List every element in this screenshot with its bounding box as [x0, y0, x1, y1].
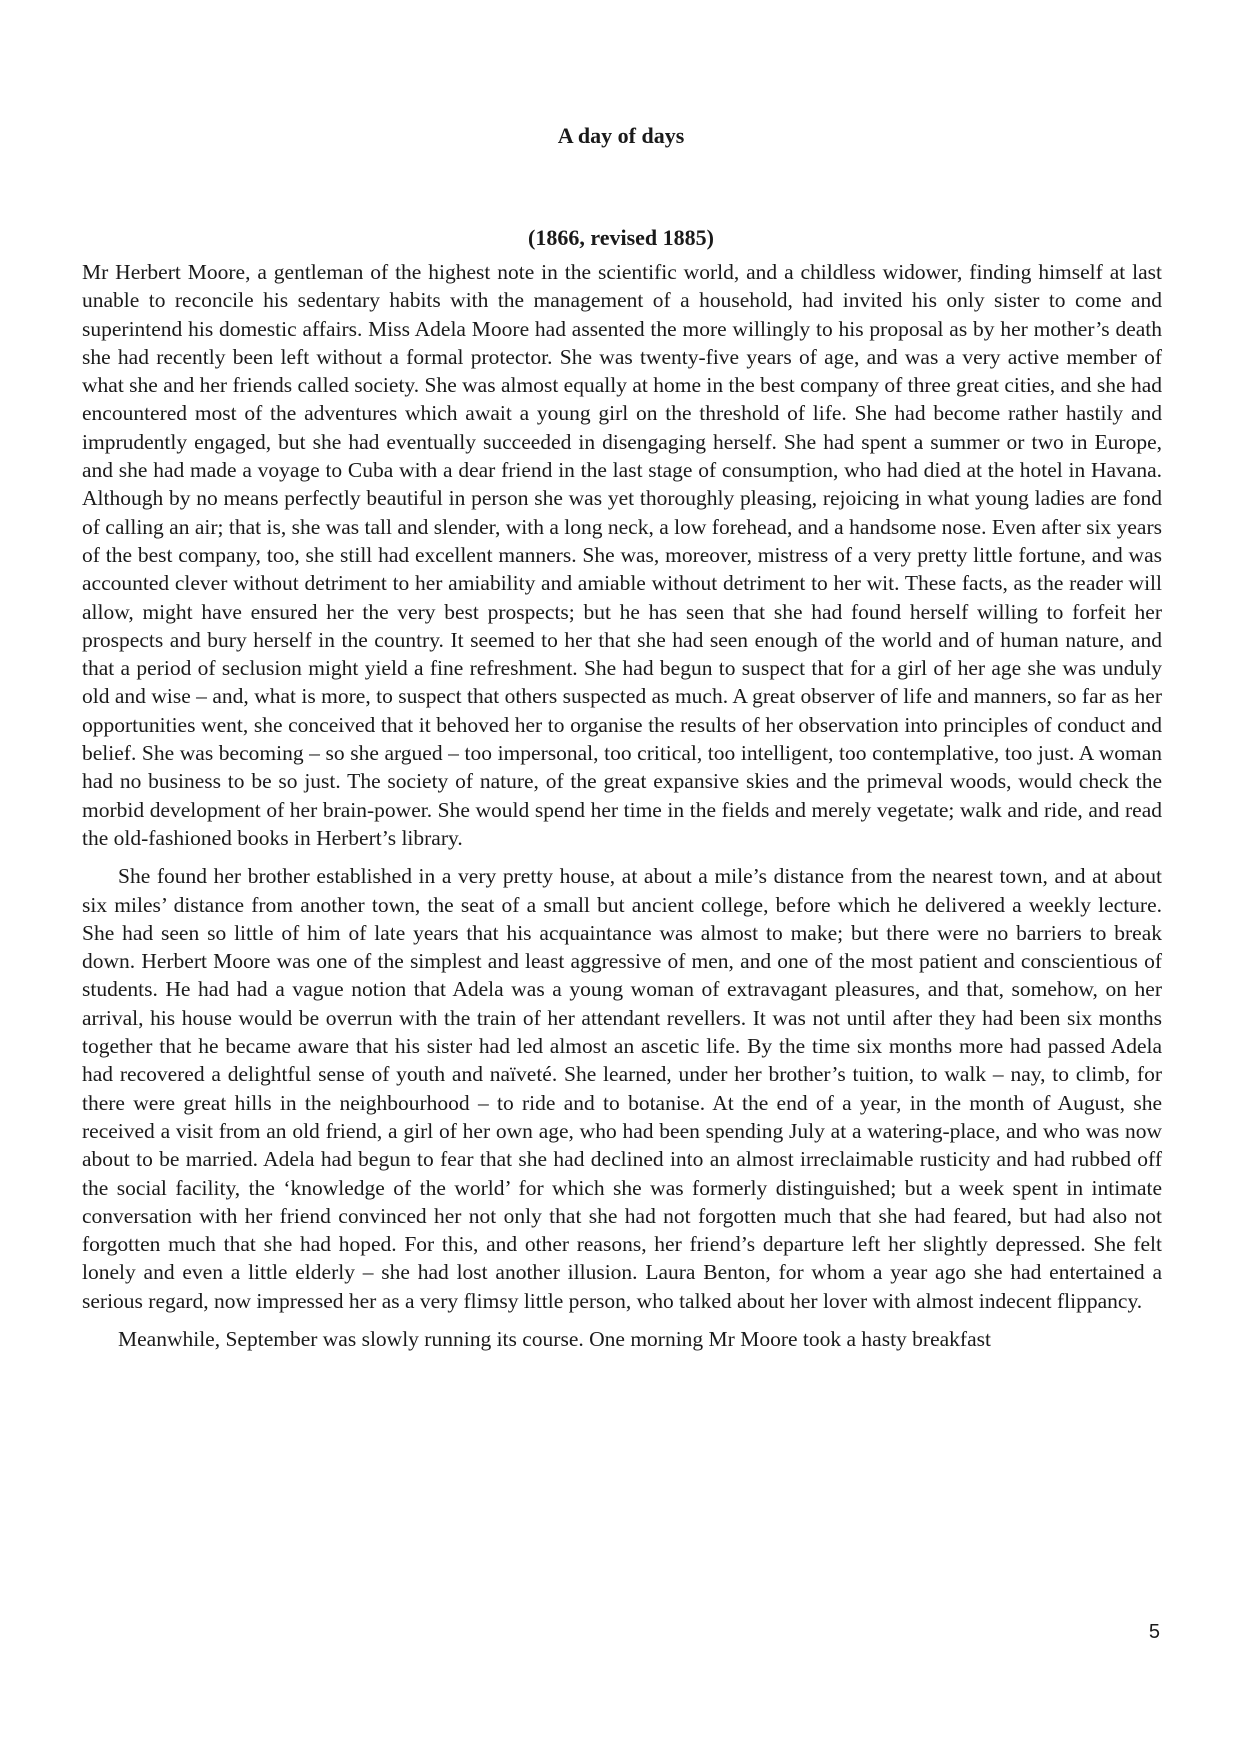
paragraph-2: She found her brother established in a very pretty house, at about a mile’s distance from the nearest town, and at about six miles’ distance from another town, the seat of a small but ancient college, before which he delivered a weekly lecture. She had seen so little of him of late years that his acquaintance was almost to make; but there were no barriers to break down. Herbert Moore was one of the simplest and least aggressive of men, and one of the most patient and conscientious of students. He had had a vague notion that Adela was a young woman of extravagant pleasures, and that, somehow, on her arrival, his house would be overrun with the train of her attendant revellers. It was not until after they had been six months together that he became aware that his sister had led almost an ascetic life. By the time six months more had passed Adela had recovered a delightful sense of youth and naïveté. She learned, under her brother’s tuition, to walk – nay, to climb, for there were great hills in the neighbourhood – to ride and to botanise. At the end of a year, in the month of August, she received a visit from an old friend, a girl of her own age, who had been spending July at a watering-place, and who was now about to be married. Adela had begun to fear that she had declined into an almost irreclaimable rusticity and had rubbed off the social facility, the ‘knowledge of the world’ for which she was formerly distinguished; but a week spent in intimate conversation with her friend convinced her not only that she had not forgotten much that she had feared, but had also not forgotten much that she had hoped. For this, and other reasons, her friend’s departure left her slightly depressed. She felt lonely and even a little elderly – she had lost another illusion. Laura Benton, for whom a year ago she had entertained a serious regard, now impressed her as a very flimsy little person, who talked about her lover with almost indecent flippancy. — [82, 864, 1162, 1313]
paragraph-1: Mr Herbert Moore, a gentleman of the highest note in the scientific world, and a childless widower, finding himself at last unable to reconcile his sedentary habits with the management of a household, had invited his only sister to come and superintend his domestic affairs. Miss Adela Moore had assented the more willingly to his proposal as by her mother’s death she had recently been left without a formal protector. She was twenty-five years of age, and was a very active member of what she and her friends called society. She was almost equally at home in the best company of three great cities, and she had encountered most of the adventures which await a young girl on the threshold of life. She had become rather hastily and imprudently engaged, but she had eventually succeeded in disengaging herself. She had spent a summer or two in Europe, and she had made a voyage to Cuba with a dear friend in the last stage of consumption, who had died at the hotel in Havana. Although by no means perfectly beautiful in person she was yet thoroughly pleasing, rejoicing in what young ladies are fond of calling an air; that is, she was tall and slender, with a long neck, a low forehead, and a handsome nose. Even after six years of the best company, too, she still had excellent manners. She was, moreover, mistress of a very pretty little fortune, and was accounted clever without detriment to her amiability and amiable without detriment to her wit. These facts, as the reader will allow, might have ensured her the very best prospects; but he has seen that she had found herself willing to forfeit her prospects and bury herself in the country. It seemed to her that she had seen enough of the world and of human nature, and that a period of seclusion might yield a fine refreshment. She had begun to suspect that for a girl of her age she was unduly old and wise – and, what is more, to suspect that others suspected as much. A great observer of life and manners, so far as her opportunities went, she conceived that it behoved her to organise the results of her observation into principles of conduct and belief. She was becoming – so she argued – too impersonal, too critical, too intelligent, too contemplative, too just. A woman had no business to be so just. The society of nature, of the great expansive skies and the primeval woods, would check the morbid development of her brain-power. She would spend her time in the fields and merely vegetate; walk and ride, and read the old-fashioned books in Herbert’s library. — [82, 260, 1162, 850]
story-title: A day of days — [557, 123, 685, 148]
page-number: 5 — [1148, 1621, 1160, 1643]
story-body — [82, 258, 1162, 1363]
paragraph-3: Meanwhile, September was slowly running its course. One morning Mr Moore took a hasty breakfast — [118, 1326, 991, 1351]
story-date-subtitle: (1866, revised 1885) — [528, 225, 714, 250]
